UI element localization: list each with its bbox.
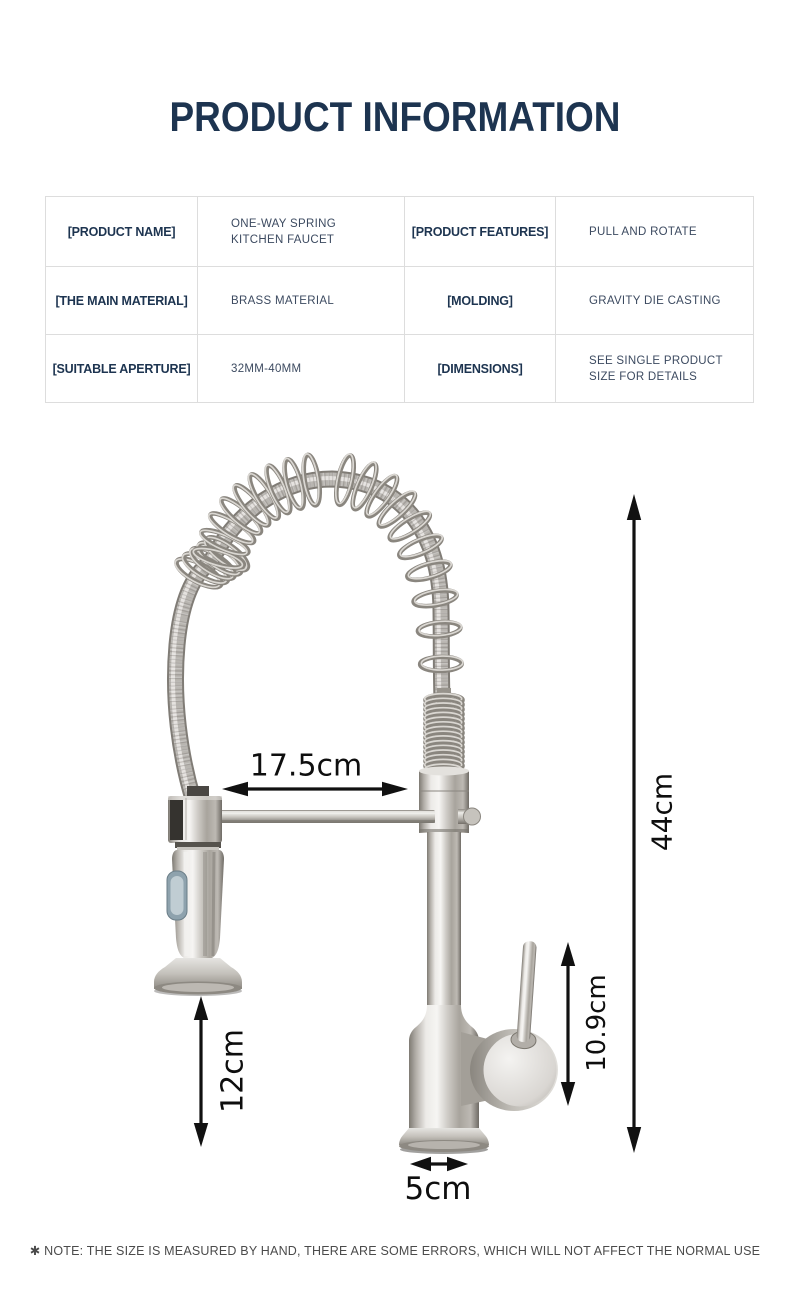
dim-label-total-height: 44cm: [645, 772, 679, 852]
spec-value-molding: GRAVITY DIE CASTING: [556, 267, 754, 335]
spec-label-dimensions: [DIMENSIONS]: [405, 335, 556, 403]
spring-coil: [171, 453, 463, 776]
spec-value-suitable-aperture: 32MM-40MM: [198, 335, 405, 403]
footnote: ✱ NOTE: THE SIZE IS MEASURED BY HAND, THERE ARE SOME ERRORS, WHICH WILL NOT AFFECT THE NORMAL USE: [29, 1244, 761, 1258]
spec-label-molding: [MOLDING]: [405, 267, 556, 335]
spec-value-dimensions: SEE SINGLE PRODUCT SIZE FOR DETAILS: [556, 335, 754, 403]
spec-value-product-features: PULL AND ROTATE: [556, 197, 754, 267]
dim-label-spray-height: 12cm: [215, 1029, 251, 1113]
dim-label-handle-height: 10.9cm: [582, 974, 612, 1072]
spec-label-main-material: [THE MAIN MATERIAL]: [46, 267, 198, 335]
dim-label-base-diameter: 5cm: [404, 1171, 472, 1207]
page-title: PRODUCT INFORMATION: [169, 93, 621, 140]
spec-label-product-features: [PRODUCT FEATURES]: [405, 197, 556, 267]
holder-clip: [170, 800, 183, 840]
spec-label-suitable-aperture: [SUITABLE APERTURE]: [46, 335, 198, 403]
spec-label-product-name: [PRODUCT NAME]: [46, 197, 198, 267]
faucet-handle: [461, 940, 558, 1111]
handle-lever: [510, 940, 542, 1049]
dim-label-spout-reach: 17.5cm: [249, 748, 363, 784]
spec-value-main-material: BRASS MATERIAL: [198, 267, 405, 335]
spec-value-product-name: ONE-WAY SPRING KITCHEN FAUCET: [198, 197, 405, 267]
